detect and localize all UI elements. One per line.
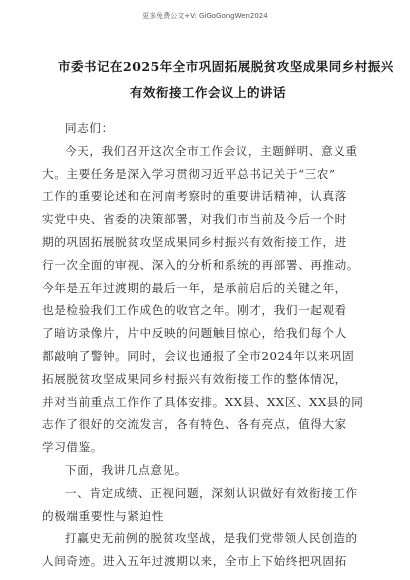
- paragraph-line: 都敲响了警钟。同时，会议也通报了全市2024年以来巩固: [42, 348, 355, 363]
- paragraph-line: 工作的重要论述和在河南考察时的重要讲话精神，认真落: [42, 189, 347, 204]
- paragraph-line: 人间奇迹。进入五年过渡期以来，全市上下始终把巩固拓: [42, 554, 347, 569]
- paragraph-line: 并对当前重点工作作了具体安排。XX县、XX区、XX县的同: [42, 394, 364, 409]
- page-header: 更多免费公文+V: GiGoGongWen2024: [142, 12, 268, 20]
- paragraph-line: 学习借鉴。: [42, 440, 103, 455]
- paragraph-line: 大。主要任务是深入学习贯彻习近平总书记关于“三农”: [42, 166, 336, 181]
- paragraph-line: 今年是五年过渡期的最后一年，是承前启后的关键之年，: [42, 280, 347, 295]
- section-heading-line: 一、肯定成绩、正视问题，深刻认识做好有效衔接工作: [65, 485, 358, 500]
- paragraph-line: 下面，我讲几点意见。: [65, 462, 187, 477]
- paragraph-line: 期的巩固拓展脱贫攻坚成果同乡村振兴有效衔接工作，进: [42, 234, 347, 249]
- paragraph-line: 实党中央、省委的决策部署，对我们市当前及今后一个时: [42, 212, 347, 227]
- document-title-line-2: 有效衔接工作会议上的讲话: [129, 85, 286, 100]
- paragraph-line: 行一次全面的审视、深入的分析和系统的再部署、再推动。: [42, 257, 360, 272]
- paragraph-line: 志作了很好的交流发言，各有特色、各有亮点，值得大家: [42, 417, 347, 432]
- salutation: 同志们：: [65, 121, 114, 135]
- document-title-line-1: 市委书记在2025年全市巩固拓展脱贫攻坚成果同乡村振兴: [58, 59, 394, 74]
- paragraph-line: 也是检验我们工作成色的收官之年。刚才，我们一起观看: [42, 303, 347, 318]
- paragraph-line: 了暗访录像片，片中反映的问题触目惊心，给我们每个人: [42, 326, 347, 341]
- paragraph-line: 打赢史无前例的脱贫攻坚战，是我们党带领人民创造的: [65, 531, 358, 546]
- document-body: [42, 117, 372, 573]
- paragraph-line: 拓展脱贫攻坚成果同乡村振兴有效衔接工作的整体情况，: [42, 371, 347, 386]
- paragraph-line: 今天，我们召开这次全市工作会议，主题鲜明、意义重: [65, 143, 358, 158]
- section-heading-line: 的极端重要性与紧迫性: [42, 508, 164, 523]
